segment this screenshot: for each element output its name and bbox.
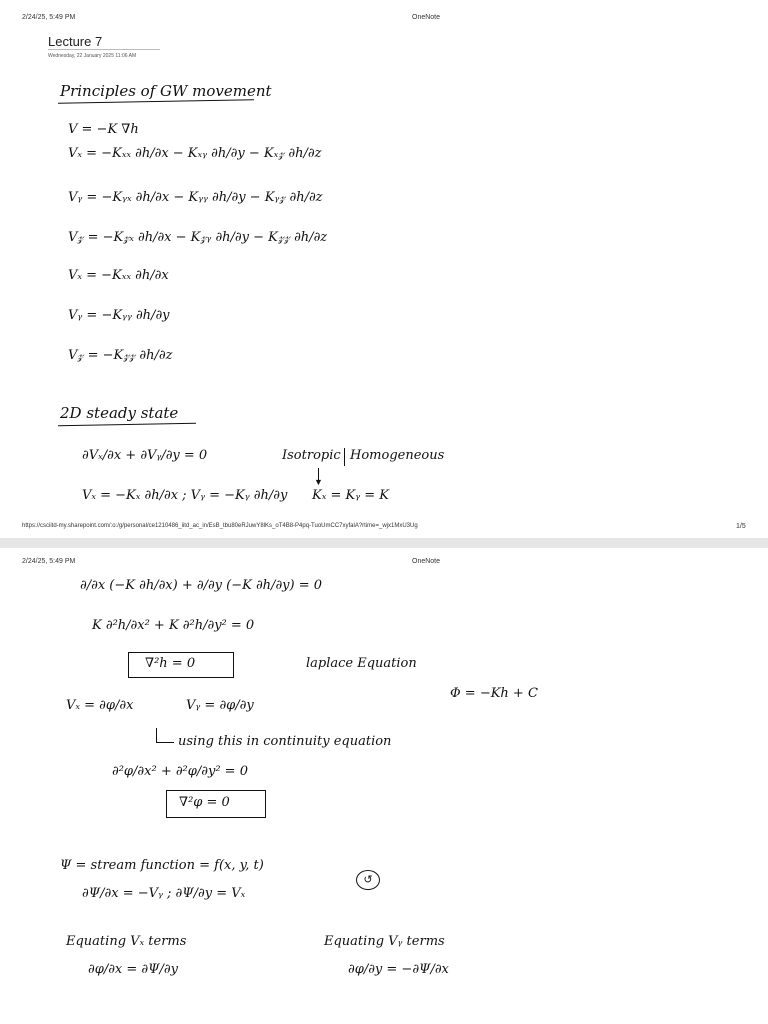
eq-vx-principal: Vₓ = −Kₓₓ ∂h/∂x — [68, 268, 169, 283]
label-laplace-equation: laplace Equation — [306, 656, 417, 671]
heading2-underline — [58, 423, 196, 427]
eq-second-derivatives-h: K ∂²h/∂x² + K ∂²h/∂y² = 0 — [92, 618, 255, 633]
arrowhead-down: ▼ — [314, 477, 323, 487]
print-app-name-p2: OneNote — [412, 558, 441, 565]
print-datetime-p2: 2/24/25, 5:49 PM — [22, 558, 76, 565]
eq-equating-vy: ∂φ/∂y = −∂Ψ/∂x — [348, 962, 449, 977]
eq-vy-principal: Vᵧ = −Kᵧᵧ ∂h/∂y — [68, 308, 170, 323]
label-equating-vx: Equating Vₓ terms — [66, 934, 187, 949]
eq-equating-vx: ∂φ/∂x = ∂Ψ/∂y — [88, 962, 178, 977]
title-divider — [48, 49, 160, 50]
eq-continuity: ∂Vₓ/∂x + ∂Vᵧ/∂y = 0 — [82, 448, 208, 463]
eq-vz-full: V𝓏 = −K𝓏ₓ ∂h/∂x − K𝓏ᵧ ∂h/∂y − K𝓏𝓏 ∂h/∂z — [68, 230, 328, 245]
label-isotropic: Isotropic — [282, 448, 341, 463]
boxed-laplace-h — [128, 652, 234, 678]
eq-stream-function: Ψ = stream function = f(x, y, t) — [60, 858, 264, 873]
eq-darcy-2d: Vₓ = −Kₓ ∂h/∂x ; Vᵧ = −Kᵧ ∂h/∂y — [82, 488, 288, 503]
eq-second-derivatives-phi: ∂²φ/∂x² + ∂²φ/∂y² = 0 — [112, 764, 248, 779]
eq-substitution: ∂/∂x (−K ∂h/∂x) + ∂/∂y (−K ∂h/∂y) = 0 — [80, 578, 323, 593]
eq-darcy-vector: V = −K ∇h — [68, 122, 139, 137]
print-footer-url: https://csciitd-my.sharepoint.com/:o:/g/personal/ce1210486_iitd_ac_in/EsB_tbu80eRJuwY8lKs_oT4B8-P4pq-TuoUmCC7xyfalA?rtime=_wjx1MxU3Ug — [22, 523, 418, 529]
eq-vx-full: Vₓ = −Kₓₓ ∂h/∂x − Kₓᵧ ∂h/∂y − Kₓ𝓏 ∂h/∂z — [68, 146, 322, 161]
eq-stream-derivatives: ∂Ψ/∂x = −Vᵧ ; ∂Ψ/∂y = Vₓ — [82, 886, 246, 901]
heading-gw-movement: Principles of GW movement — [60, 82, 272, 100]
eq-vx-phi: Vₓ = ∂φ/∂x — [66, 698, 134, 713]
print-page-number: 1/5 — [736, 523, 746, 530]
note-date: Wednesday, 22 January 2025 11:06 AM — [48, 53, 137, 59]
eq-k-equal: Kₓ = Kᵧ = K — [312, 488, 389, 503]
label-homogeneous: Homogeneous — [350, 448, 445, 463]
boxed-laplace-phi — [166, 790, 266, 818]
eq-vy-phi: Vᵧ = ∂φ/∂y — [186, 698, 254, 713]
eq-vz-principal: V𝓏 = −K𝓏𝓏 ∂h/∂z — [68, 348, 173, 363]
separator-bar — [344, 448, 345, 466]
page-separator — [0, 538, 768, 548]
printed-page-2 — [0, 548, 768, 1024]
print-datetime: 2/24/25, 5:49 PM — [22, 14, 76, 21]
print-app-name: OneNote — [412, 14, 441, 21]
heading-2d-steady-state: 2D steady state — [60, 404, 179, 422]
eq-vy-full: Vᵧ = −Kᵧₓ ∂h/∂x − Kᵧᵧ ∂h/∂y − Kᵧ𝓏 ∂h/∂z — [68, 190, 323, 205]
cycle-icon — [356, 870, 380, 890]
arrow-using-down — [156, 728, 157, 742]
eq-laplace-h: ∇²h = 0 — [145, 656, 196, 671]
cycle-symbol: ↺ — [363, 874, 373, 886]
eq-potential-phi: Φ = −Kh + C — [450, 686, 538, 701]
page-title: Lecture 7 — [48, 34, 103, 49]
text-using-continuity: using this in continuity equation — [178, 734, 392, 749]
label-equating-vy: Equating Vᵧ terms — [324, 934, 445, 949]
eq-laplace-phi: ∇²φ = 0 — [179, 795, 230, 810]
arrow-using-right — [156, 742, 174, 743]
